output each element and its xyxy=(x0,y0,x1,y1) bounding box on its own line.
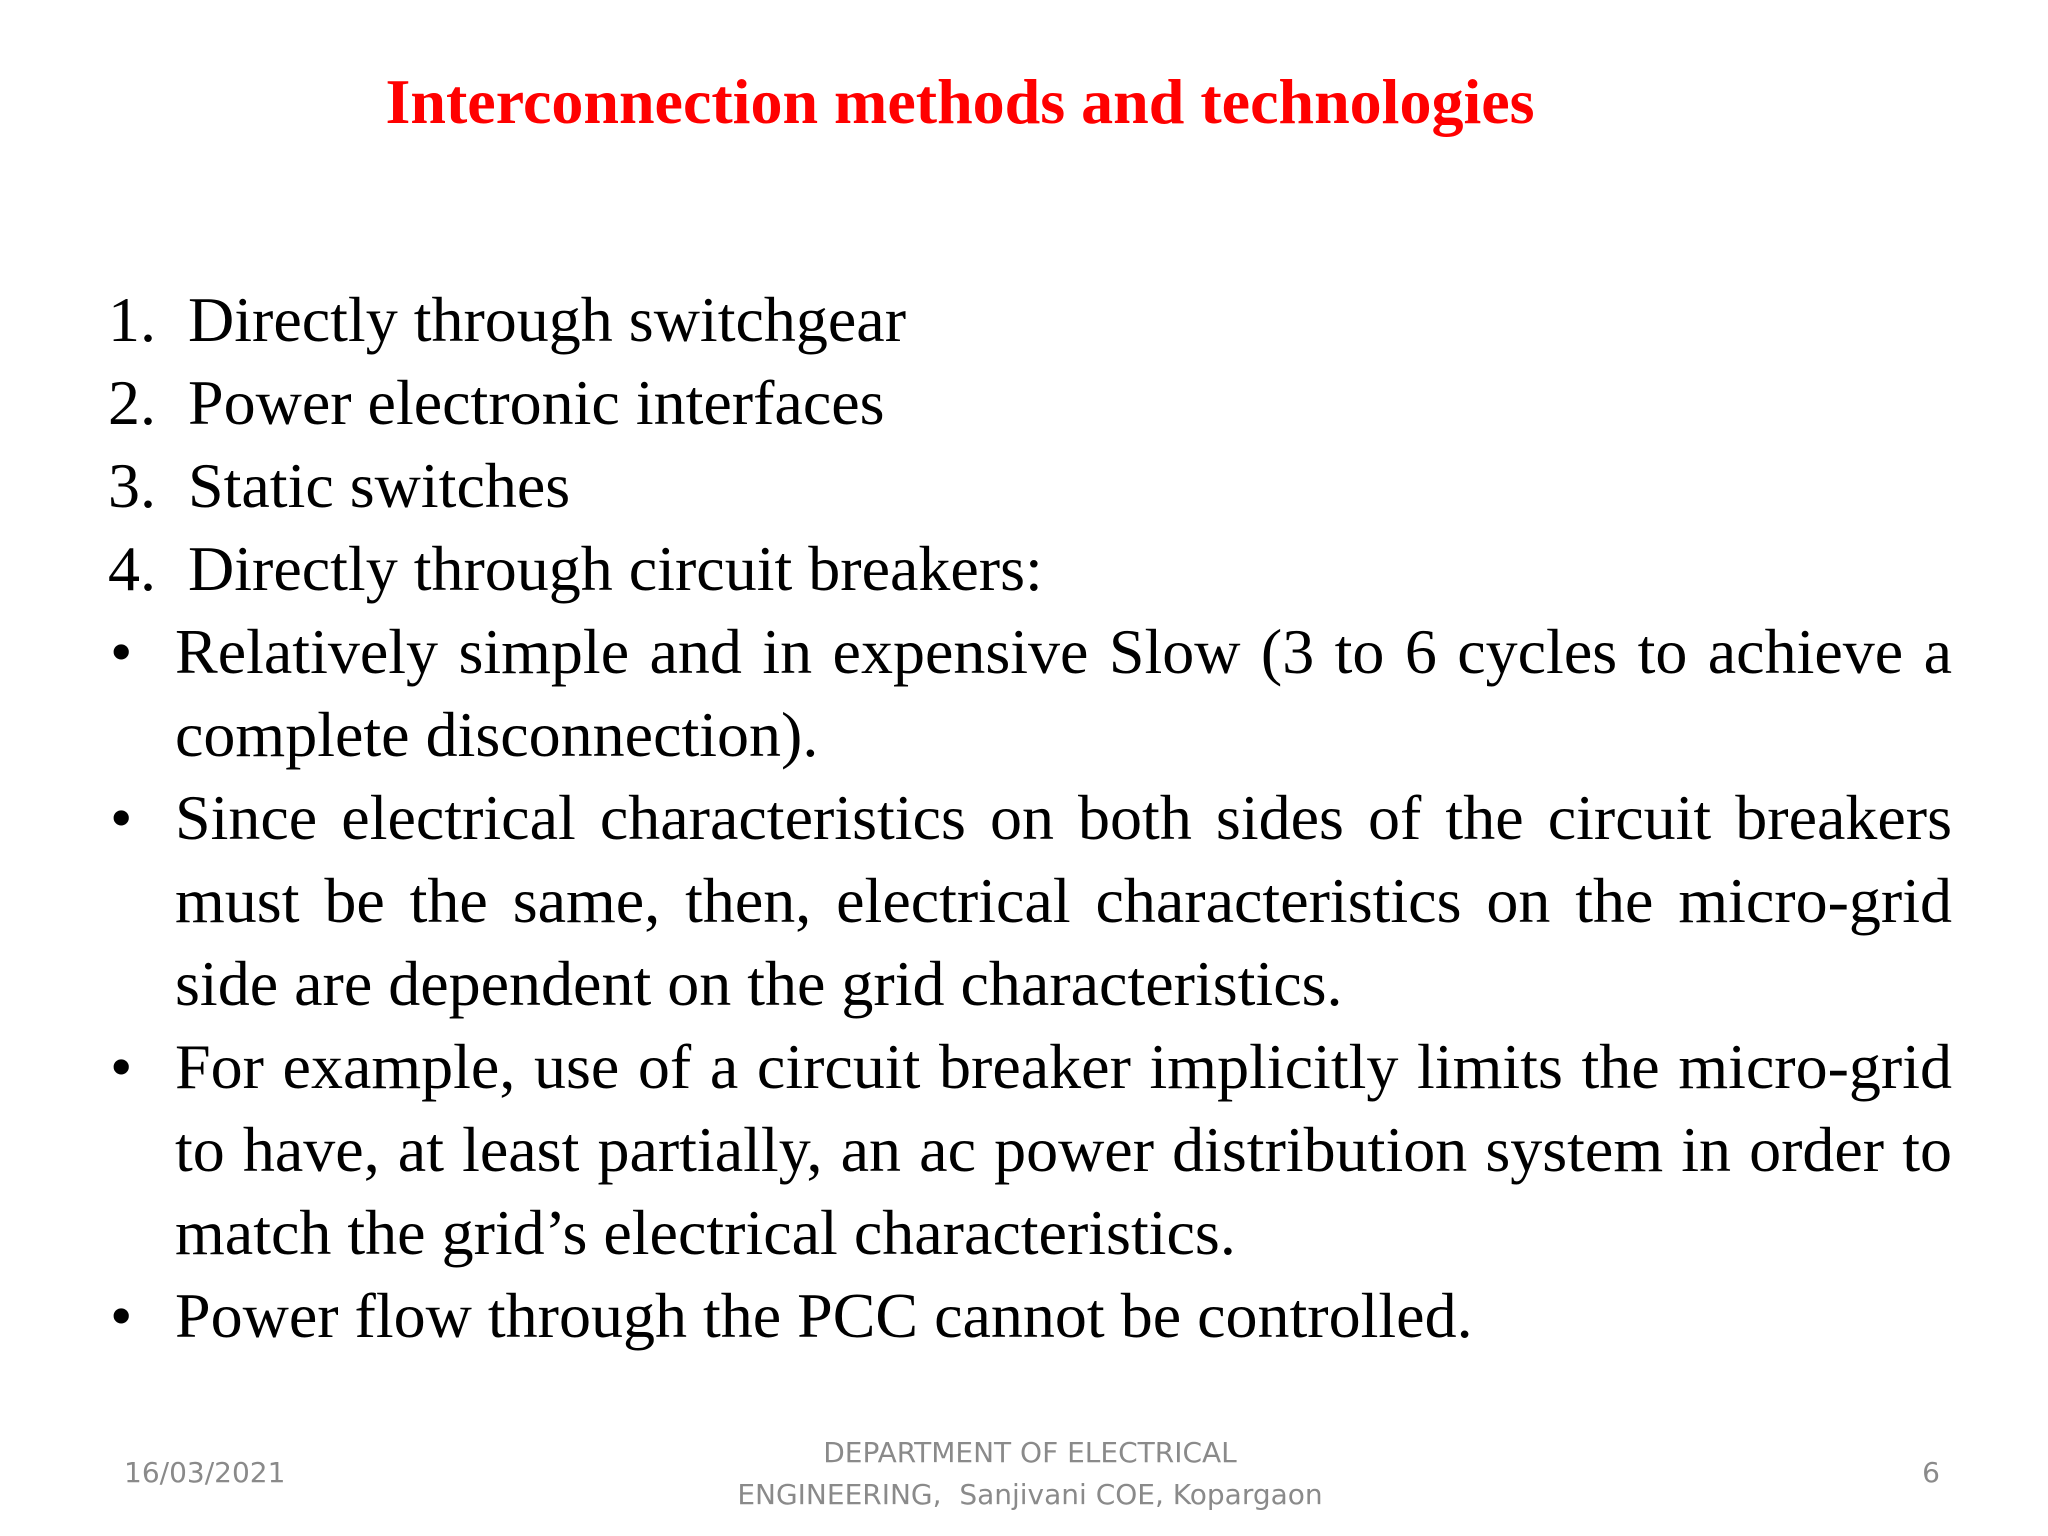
footer-page-number: 6 xyxy=(1922,1456,1940,1489)
bullet-icon: • xyxy=(110,1031,133,1102)
bullet-text: For example, use of a circuit breaker implicitly limits the micro-grid to have, at least partially, an ac power distribution system in order to match the grid’s electrical characteristics. xyxy=(175,1031,1952,1268)
list-number: 4. xyxy=(108,533,156,604)
list-item-text: Power electronic interfaces xyxy=(188,367,885,438)
footer-department-line: ENGINEERING, Sanjivani COE, Kopargaon xyxy=(737,1478,1323,1511)
bullet-text: Relatively simple and in expensive Slow (3 to 6 cycles to achieve a complete disconnection). xyxy=(175,616,1952,770)
footer-department xyxy=(700,1432,1360,1516)
list-item-text: Static switches xyxy=(188,450,571,521)
list-number: 1. xyxy=(108,284,156,355)
list-number: 2. xyxy=(108,367,156,438)
bullet-item xyxy=(108,776,1952,1025)
bullet-icon: • xyxy=(110,782,133,853)
numbered-item xyxy=(108,361,1952,444)
numbered-item xyxy=(108,444,1952,527)
list-number: 3. xyxy=(108,450,156,521)
bullet-item xyxy=(108,1274,1952,1357)
footer-department-line: DEPARTMENT OF ELECTRICAL xyxy=(823,1436,1237,1469)
slide-body xyxy=(108,278,1952,1357)
bullet-item xyxy=(108,1025,1952,1274)
list-item-text: Directly through circuit breakers: xyxy=(188,533,1043,604)
bullet-icon: • xyxy=(110,1280,133,1351)
slide-title: Interconnection methods and technologies xyxy=(385,66,1535,137)
bullet-text: Since electrical characteristics on both sides of the circuit breakers must be the same, then, electrical characteristics on the micro-grid side are dependent on the grid characteristics. xyxy=(175,782,1952,1019)
bullet-text: Power flow through the PCC cannot be controlled. xyxy=(175,1280,1473,1351)
list-item-text: Directly through switchgear xyxy=(188,284,906,355)
numbered-item xyxy=(108,527,1952,610)
bullet-icon: • xyxy=(110,616,133,687)
footer-date: 16/03/2021 xyxy=(124,1456,286,1489)
bullet-item xyxy=(108,610,1952,776)
numbered-item xyxy=(108,278,1952,361)
